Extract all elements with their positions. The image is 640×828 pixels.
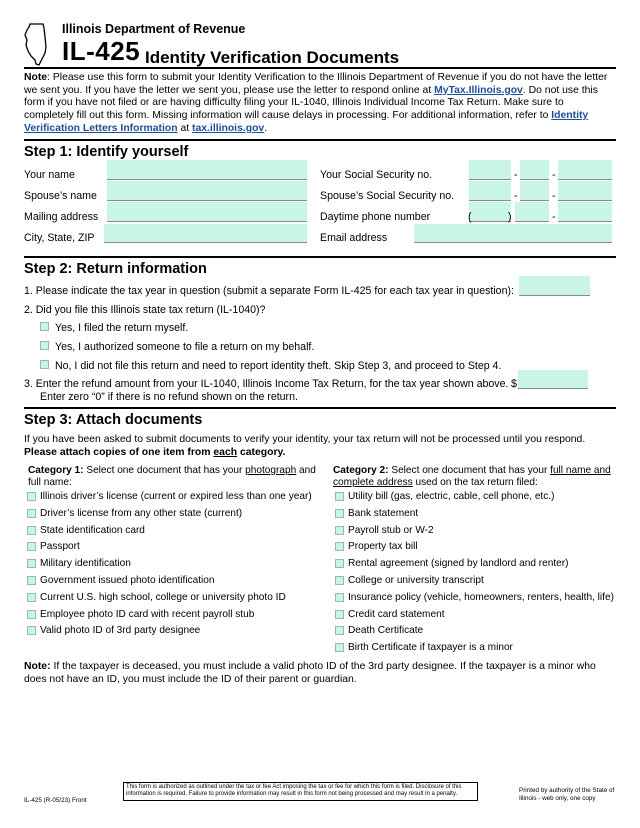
step3-note: Note: If the taxpayer is deceased, you must include a valid photo ID of the 3rd party designee. If the taxpayer is a minor who does not have an ID, you must include the ID of their parent or guardian. (24, 661, 596, 685)
authorized-someone-checkbox[interactable] (40, 341, 49, 350)
ssn-part2-input[interactable] (520, 160, 549, 180)
phone-area-code-input[interactable] (469, 202, 511, 222)
mailing-address-input[interactable] (107, 202, 307, 222)
category-2-item-checkbox[interactable] (335, 559, 344, 568)
step1-heading: Step 1: Identify yourself (24, 144, 189, 160)
category-2-item-label: Insurance policy (vehicle, homeowners, renters, health, life) (348, 591, 614, 603)
spouse-ssn-dash: - (514, 190, 518, 202)
step3-heading: Step 3: Attach documents (24, 412, 203, 428)
category-1-item-checkbox[interactable] (27, 542, 36, 551)
category-1-item-label: Employee photo ID card with recent payroll stub (40, 608, 255, 620)
category-2-item-label: Rental agreement (signed by landlord and renter) (348, 558, 569, 570)
mailing-address-label: Mailing address (24, 211, 99, 223)
category-1-item-checkbox[interactable] (27, 492, 36, 501)
your-name-input[interactable] (107, 160, 307, 180)
step2-divider (24, 256, 616, 258)
category-1-item-checkbox[interactable] (27, 576, 36, 585)
step3-intro: If you have been asked to submit documents to verify your identity, your tax return will not be processed until you respond. (24, 434, 586, 445)
category-1-item-label: Driver’s license from any other state (current) (40, 507, 243, 519)
printed-by-authority: Printed by authority of the State of Illinois - web only, one copy (519, 787, 615, 802)
category-2-item-checkbox[interactable] (335, 509, 344, 518)
ssn-dash: - (514, 169, 518, 181)
email-input[interactable] (414, 224, 612, 243)
category-2-item-checkbox[interactable] (335, 492, 344, 501)
category-2-item-checkbox[interactable] (335, 610, 344, 619)
phone-paren-close: ) (508, 211, 512, 223)
category-1-item-label: Government issued photo identification (40, 575, 215, 586)
identity-theft-checkbox[interactable] (40, 360, 49, 369)
form-revision: IL-425 (R-05/23) Front (24, 797, 87, 804)
spouse-name-input[interactable] (107, 181, 307, 201)
phone-line-input[interactable] (558, 202, 612, 222)
spouse-ssn-part3-input[interactable] (558, 181, 612, 201)
refund-amount-input[interactable] (518, 370, 588, 389)
category-1-item-checkbox[interactable] (27, 526, 36, 535)
category-1-item-label: Current U.S. high school, college or university photo ID (40, 591, 286, 603)
category-2-item-checkbox[interactable] (335, 576, 344, 585)
filed-myself-label: Yes, I filed the return myself. (55, 322, 189, 334)
tax-illinois-link[interactable]: tax.illinois.gov (192, 122, 265, 134)
category-1-heading: Category 1: Select one document that has your photograph and full name: (28, 465, 316, 488)
category-2-item-label: Bank statement (348, 507, 419, 519)
category-2-item-label: Death Certificate (348, 625, 424, 637)
category-1-item-checkbox[interactable] (27, 626, 36, 635)
dollar-sign: $ (511, 378, 517, 390)
phone-prefix-input[interactable] (515, 202, 549, 222)
step3-instruction: Please attach copies of one item from each category. (24, 447, 286, 458)
category-2-heading: Category 2: Select one document that has your full name and complete address used on the tax return filed: (333, 465, 611, 488)
form-title: Identity Verification Documents (145, 48, 400, 67)
category-1-item-label: Illinois driver’s license (current or expired less than one year) (40, 491, 312, 502)
phone-label: Daytime phone number (320, 211, 431, 223)
department-name: Illinois Department of Revenue (62, 22, 246, 36)
city-state-zip-label: City, State, ZIP (24, 232, 95, 244)
form-number: IL-425 (62, 36, 141, 66)
phone-dash: - (552, 211, 556, 223)
category-1-item-checkbox[interactable] (27, 559, 36, 568)
category-1-item-checkbox[interactable] (27, 593, 36, 602)
email-label: Email address (320, 232, 388, 244)
category-2-item-checkbox[interactable] (335, 643, 344, 652)
your-name-label: Your name (24, 169, 75, 181)
filed-myself-checkbox[interactable] (40, 322, 49, 331)
ssn-part1-input[interactable] (469, 160, 511, 180)
category-1-item-label: Passport (40, 541, 80, 553)
disclosure-box: This form is authorized as outlined under the tax or fee Act imposing the tax or fee for which this form is filed. Disclosure of this information is required. Failure to provide information may result in this form not being processed and may result in a penalty. (123, 782, 478, 801)
category-2-item-label: Credit card statement (348, 608, 445, 620)
category-2-item-checkbox[interactable] (335, 526, 344, 535)
identity-theft-label: No, I did not file this return and need to report identity theft. Skip Step 3, and proceed to Step 4. (55, 360, 502, 372)
ssn-label: Your Social Security no. (320, 169, 433, 181)
category-2-item-label: Birth Certificate if taxpayer is a minor (348, 642, 513, 654)
category-1-item-label: Military identification (40, 558, 131, 570)
category-2-item-checkbox[interactable] (335, 542, 344, 551)
category-1-item-checkbox[interactable] (27, 509, 36, 518)
tax-year-input[interactable] (519, 276, 590, 296)
category-2-item-label: College or university transcript (348, 575, 484, 586)
intro-note: Note: Please use this form to submit your Identity Verification to the Illinois Department of Revenue if you do not have the letter we sent you. If you have the letter we sent you, please use the letter to respond online at MyTax.Illinois.gov. Do not use this form if you have not filed or are having difficulty filing your IL-1040, Illinois Individual Income Tax Return. Make sure to completely fill out this form. Missing information will cause delays in processing. For additional information, refer to Identity Verification Letters Information at tax.illinois.gov. (24, 72, 608, 134)
authorized-someone-label: Yes, I authorized someone to file a return on my behalf. (55, 341, 315, 353)
question-1-tax-year: 1. Please indicate the tax year in question (submit a separate Form IL-425 for each tax year in question): (24, 285, 514, 297)
category-1-item-checkbox[interactable] (27, 610, 36, 619)
city-state-zip-input[interactable] (104, 224, 307, 243)
spouse-ssn-label: Spouse’s Social Security no. (320, 190, 455, 202)
mytax-link[interactable]: MyTax.Illinois.gov (434, 84, 523, 96)
header-divider (24, 67, 616, 69)
category-1-item-label: State identification card (40, 524, 145, 536)
spouse-ssn-part1-input[interactable] (469, 181, 511, 201)
spouse-ssn-dash: - (552, 190, 556, 202)
ssn-part3-input[interactable] (558, 160, 612, 180)
category-2-item-label: Payroll stub or W-2 (348, 524, 434, 536)
step2-heading: Step 2: Return information (24, 261, 207, 277)
category-1-item-label: Valid photo ID of 3rd party designee (40, 625, 201, 637)
identity-letters-info-link[interactable]: Identity Verification Letters Information (24, 110, 589, 134)
category-2-item-label: Utility bill (gas, electric, cable, cell phone, etc.) (348, 491, 555, 502)
category-2-item-label: Property tax bill (348, 541, 418, 553)
spouse-ssn-part2-input[interactable] (520, 181, 549, 201)
ssn-dash: - (552, 169, 556, 181)
phone-paren-open: ( (468, 211, 472, 223)
category-2-item-checkbox[interactable] (335, 626, 344, 635)
question-3-refund: 3. Enter the refund amount from your IL-1040, Illinois Income Tax Return, for the tax year shown above. (24, 378, 509, 390)
question-3-instruction: Enter zero “0” if there is no refund shown on the return. (40, 391, 298, 403)
step3-divider (24, 407, 616, 409)
illinois-state-outline-icon (24, 23, 50, 67)
step1-divider (24, 139, 616, 141)
category-2-item-checkbox[interactable] (335, 593, 344, 602)
spouse-name-label: Spouse’s name (24, 190, 97, 202)
question-2-filed: 2. Did you file this Illinois state tax return (IL-1040)? (24, 304, 266, 316)
